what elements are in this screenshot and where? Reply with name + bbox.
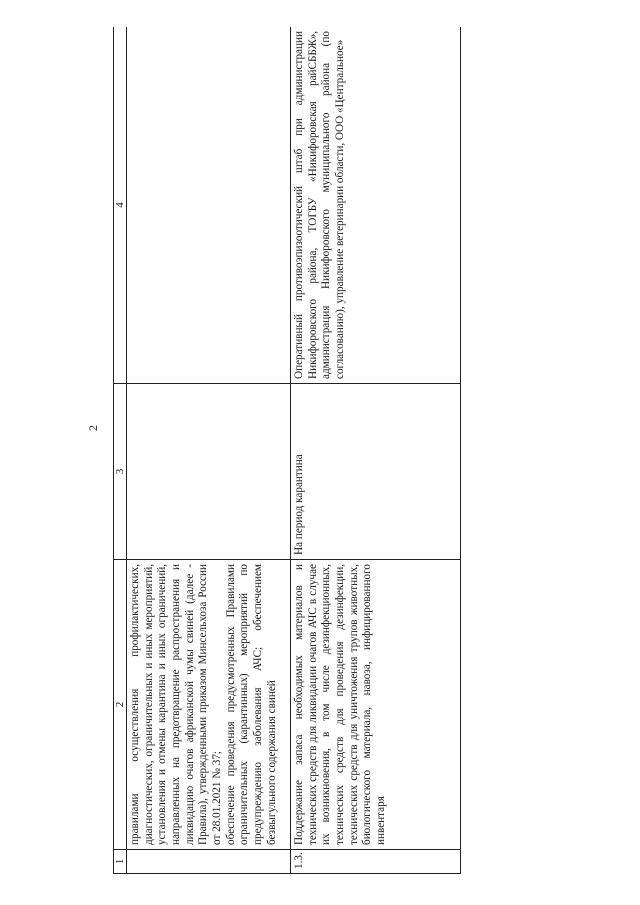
measure-paragraph: обеспечение проведения предусмотренных Правилами ограничительных (карантинных) мероприятий по предупреждению заболевания АЧС; обеспечением безвыгульного содержания свиней xyxy=(224,564,278,845)
header-cell-4 xyxy=(114,27,127,384)
header-cell-3 xyxy=(114,384,127,560)
header-label: 3 xyxy=(114,468,126,475)
responsible-cell xyxy=(127,27,291,384)
header-cell-1 xyxy=(114,850,127,874)
page-number: 2 xyxy=(86,425,100,431)
header-cell-2 xyxy=(114,560,127,850)
measure-paragraph: Поддержание запаса необходимых материалов и технических средств для ликвидации очагов АЧС в случае их возникновения, в том числе дезинфекционных, технических средств для проведения дезинфекции, технических средств для уничтожения трупов животных, биологического материала, навоза, инфицированного инвентаря xyxy=(293,564,387,845)
table-row xyxy=(127,27,291,874)
header-label: 1 xyxy=(114,858,126,865)
row-number-cell xyxy=(127,850,291,874)
measures-table xyxy=(113,27,461,874)
period-cell: На период карантина xyxy=(291,384,461,560)
table-row xyxy=(291,27,461,874)
header-label: 4 xyxy=(114,202,126,208)
measure-cell xyxy=(127,560,291,850)
document-table-container xyxy=(113,27,461,874)
row-number-cell: 1.3. xyxy=(291,850,461,874)
measure-paragraph: правилами осуществления профилактических, диагностических, ограничительных и иных мероприятий, установления и отмены карантина и иных ограничений, направленных на предотвращение распространения и ликвидацию очагов африканской чумы свиней (далее - Правила), утвержденными приказом Минсельхоза России от 28.01.2021 № 37; xyxy=(129,564,223,845)
responsible-cell: Оперативный противоэпизоотический штаб при администрации Никифоровского района, ТОГБУ «Никифоровская райСББЖ», администрация Никифоровского муниципального района (по согласованию), управление ветеринарии области, ООО «Центральное» xyxy=(291,27,461,384)
table-header-row xyxy=(114,27,127,874)
measure-cell xyxy=(291,560,461,850)
period-cell xyxy=(127,384,291,560)
header-label: 2 xyxy=(114,701,126,708)
